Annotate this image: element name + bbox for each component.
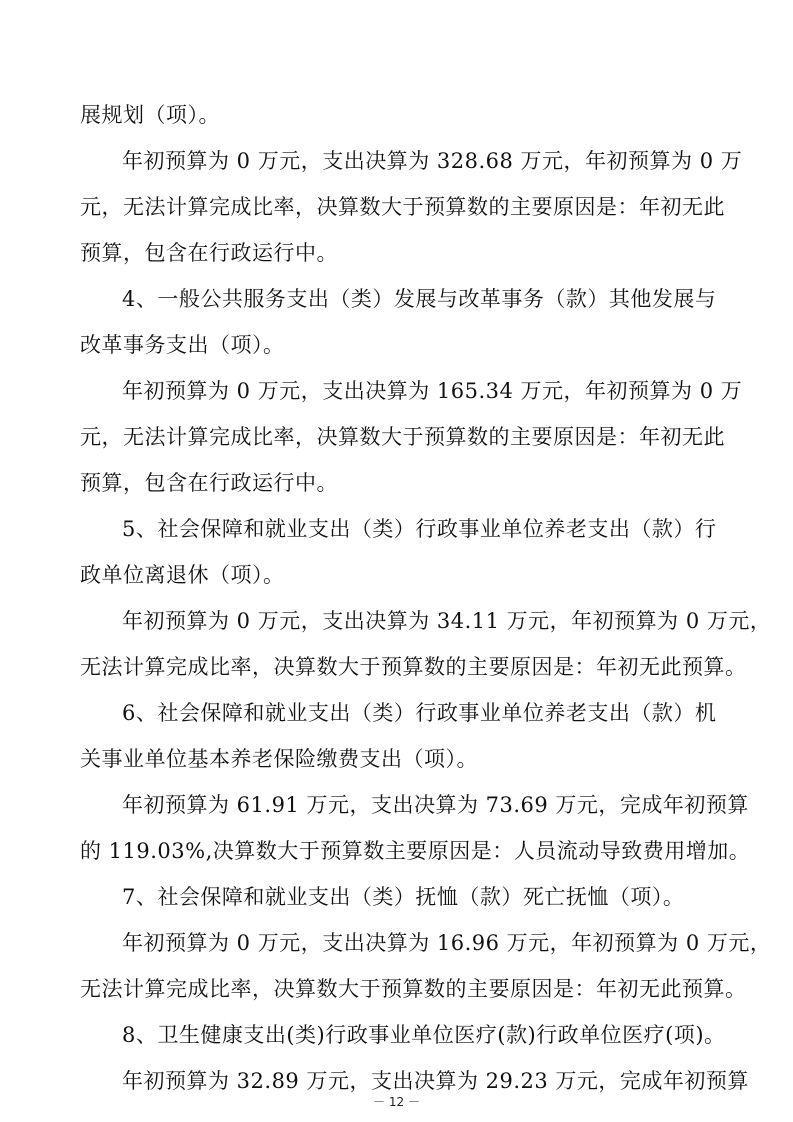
- section-heading: 政单位离退休（项）。: [80, 563, 285, 587]
- section-heading: 7、社会保障和就业支出（类）抚恤（款）死亡抚恤（项）。: [122, 885, 685, 909]
- text-line: 年初预算为 0 万元，支出决算为 328.68 万元，年初预算为 0 万: [122, 149, 743, 173]
- text-line: 年初预算为 0 万元，支出决算为 16.96 万元，年初预算为 0 万元，: [122, 931, 772, 955]
- section-heading: 改革事务支出（项）。: [80, 333, 285, 357]
- text-line: 预算，包含在行政运行中。: [80, 241, 338, 265]
- text-line: 无法计算完成比率，决算数大于预算数的主要原因是：年初无此预算。: [80, 655, 747, 679]
- text-line: 年初预算为 0 万元，支出决算为 34.11 万元，年初预算为 0 万元，: [122, 609, 772, 633]
- text-line: 年初预算为 0 万元，支出决算为 165.34 万元，年初预算为 0 万: [122, 379, 743, 403]
- text-line: 年初预算为 32.89 万元，支出决算为 29.23 万元，完成年初预算: [122, 1069, 749, 1093]
- text-line: 无法计算完成比率，决算数大于预算数的主要原因是：年初无此预算。: [80, 977, 747, 1001]
- section-heading: 4、一般公共服务支出（类）发展与改革事务（款）其他发展与: [122, 287, 717, 311]
- section-heading: 关事业单位基本养老保险缴费支出（项）。: [80, 747, 478, 771]
- text-line: 元，无法计算完成比率，决算数大于预算数的主要原因是：年初无此: [80, 425, 725, 449]
- text-line: 预算，包含在行政运行中。: [80, 471, 338, 495]
- section-heading: 6、社会保障和就业支出（类）行政事业单位养老支出（款）机: [122, 701, 717, 725]
- text-line: 展规划（项）。: [80, 103, 220, 127]
- text-line: 年初预算为 61.91 万元，支出决算为 73.69 万元，完成年初预算: [122, 793, 749, 817]
- section-heading: 8、卫生健康支出(类)行政事业单位医疗(款)行政单位医疗(项)。: [122, 1023, 726, 1047]
- section-heading: 5、社会保障和就业支出（类）行政事业单位养老支出（款）行: [122, 517, 717, 541]
- text-line: 元，无法计算完成比率，决算数大于预算数的主要原因是：年初无此: [80, 195, 725, 219]
- page-number: － 12 －: [373, 1095, 420, 1109]
- text-line: 的 119.03%,决算数大于预算数主要原因是：人员流动导致费用增加。: [80, 839, 751, 863]
